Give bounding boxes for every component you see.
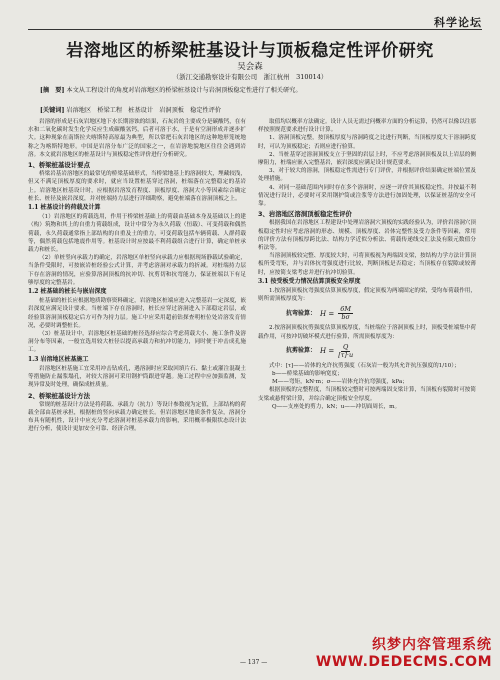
body-paragraph: 2、当桩基穿过溶洞顶板支立于坚固的岩层上时，不应考虑溶洞顶板及以上岩层的侧摩阻力，桩端应嵌入完整基岩，嵌岩深度应满足设计规范要求。 [258,151,476,167]
fraction-numerator: Q [343,342,349,351]
body-paragraph: （1）岩溶地区的荷载选用，作用于桥梁桩基础上的荷载由基础本身及基础以上的建（构）筑物和其上的自重力荷载组成，设计中常分为永久荷载（恒载）、可变荷载和偶然荷载，永久荷载通常指上部结构的自重及土的重力，可变荷载包括车辆荷载、人群荷载等，偶然荷载包括地震作用等。桩基设计时应按最不利荷载组合进行计算，确定单桩承载力和桩长。 [28,214,246,254]
formula [272,306,476,321]
symbol-definition: M——弯矩，kN·m；σ——岩体允许抗弯强度，kPa； [272,379,408,386]
body-paragraph: 3、对于较大的溶洞，顶板稳定性需进行专门评价，并根据评价结果确定桩端位置及处理措施。 [258,168,476,183]
right-column [258,118,476,411]
formula-lhs: H = [320,347,335,356]
formula-lhs: H = [320,309,335,318]
abstract-text: 本文从工程设计的角度对岩溶地区的桥梁桩基设计与岩洞顶板稳定性进行了相关研究。 [66,87,302,94]
body-paragraph: 当溶洞顶板较完整、厚度较大时，可将顶板视为两端固支梁，按结构力学方法计算顶板所受弯矩，并与岩体抗弯强度进行比较，判断顶板是否稳定；当顶板存在裂隙或较薄时，应按简支梁考虑并进行抗冲切验算。 [258,253,476,276]
header-rule [28,29,482,30]
watermark-title: 织梦内容管理系统 [372,637,492,653]
watermark [316,634,492,670]
keywords-text: 岩溶地区 桥梁工程 桩基设计 岩洞顶板 稳定性评价 [66,107,222,114]
keywords [40,106,470,115]
formula-fraction [338,306,353,321]
body-paragraph: 岩溶的形成是石灰岩地区地下水长期溶蚀的结果，石灰岩的主要成分是碳酸钙，在有水和二氧化碳时发生化学反应生成碳酸氢钙，后者可溶于水，于是有空洞形成并逐步扩大。这种现象在南斯拉夫喀斯特高原最为典型，所以常把石灰岩地区的这种地形笼统地称之为喀斯特地形。中国是岩溶分布广泛的国家之一，在岩溶地貌地区往往会遇到岩溶。本文就岩溶地区的桩基设计与顶板稳定性评价进行分析研究。 [28,119,246,158]
formula [272,344,476,359]
paper-affiliation: （浙江交通勘察设计有限公司 浙江杭州 310014） [172,73,328,81]
subsection-heading: 1.1 桩基设计的荷载及计算 [28,204,101,212]
body-paragraph: 岩溶地区桩基施工宜采用冲击钻成孔，遇溶洞时应采取回填片石、黏土或灌注混凝土等措施防止漏浆塌孔，对较大溶洞可采用钢护筒跟进穿越。施工过程中应加强监测，发现异常及时处理，确保成桩质量。 [28,365,246,389]
body-paragraph: 取值均以概率方法确定。设计人员无需过问概率方面的分析运算，仍然可以像以往那样按照规范要求进行设计计算。 [258,119,476,134]
page-number: — 137 — [240,659,268,666]
section-heading: 3、岩溶地区溶洞顶板稳定性评价 [258,210,352,219]
body-paragraph: 根据我国在岩溶地区工程建设中处理岩溶洞穴顶板的实践经验认为，评价岩溶洞穴顶板稳定性时应考虑溶洞的形态、规模、顶板厚度、岩体完整性及受力条件等因素，常用的评价方法有顶板厚跨比法、结构力学近似分析法、荷载传递线交汇法及有限元数值分析法等。 [258,220,476,252]
formula-fraction [338,344,353,359]
symbol-definition: b——桥梁基础的影响宽度； [272,371,343,378]
abstract-label: [摘 要] [40,87,65,94]
abstract [40,86,470,95]
body-paragraph: 1、溶洞顶板完整，按顶板厚度与溶洞跨度之比进行判断，当顶板厚度大于溶洞跨度时，可认为顶板稳定；否则应进行验算。 [258,135,476,150]
paper-title: 岩溶地区的桥梁桩基设计与顶板稳定性评价研究 [66,41,434,61]
subsection-heading: 1.3 岩溶地区桩基施工 [28,355,89,363]
formula-label: 抗弯验算： [286,309,317,317]
body-paragraph: （2）单桩竖向承载力的确定，岩溶地区单桩竖向承载力应根据现场静载试验确定，当条件受限时，可按嵌岩桩经验公式计算，并考虑溶洞对承载力的折减。对桩端持力层下存在溶洞的情况，应验算溶洞顶板的抗冲切、抗剪切和抗弯能力，保证桩端以下有足够厚度的完整基岩。 [28,255,246,286]
body-paragraph: （3）桩基设计中，岩溶地区桩基础的桩径选择应综合考虑荷载大小、施工条件及溶洞分布等因素，一般宜选用较大桩径以提高承载力和抗冲切能力，同时便于冲击成孔施工。 [28,331,246,354]
section-heading: 1、桥梁桩基设计要点 [28,161,90,170]
fraction-denominator: bσ [341,313,350,322]
paper-author: 吴会森 [237,62,263,72]
formula-label: 抗剪验算： [286,347,317,355]
body-paragraph: 式中：[τ]——岩体的允许抗剪强度（石灰岩一般为其允许抗压强度的1/10）； [269,362,460,369]
body-paragraph: 2.按溶洞顶板抗剪强度估算顶板厚度，当桩端位于溶洞顶板上时，顶板受桩端集中荷载作用，可按冲切破坏模式进行验算，所需顶板厚度为： [258,325,476,340]
body-paragraph: 根据顶板的完整程度，当顶板较完整时可按两端固支梁计算，当顶板有裂隙时可按简支梁或悬臂梁计算，并综合确定顶板安全厚度。 [258,387,476,402]
body-paragraph: 常规的桩基设计方法是将荷载、承载力（抗力）等设计参数视为定值，上部结构的荷载全部由基桩承担，根据桩的竖向承载力确定桩长。但岩溶地区地质条件复杂，溶洞分布具有随机性，设计中应充分考虑溶洞对桩基承载力的影响，采用概率极限状态设计法进行分析，使设计更加安全可靠、经济合理。 [28,401,246,433]
body-paragraph: 4、对同一基础范围内同时存在多个溶洞时，应逐一评价其顶板稳定性，并按最不利情况进行设计，必要时可采用钢护筒或注浆等方法进行加固处理，以保证桩基的安全可靠。 [258,184,476,208]
body-paragraph: 桥梁岩基岩溶地区的最常见的桥梁基础形式，当桥梁地基上的溶洞较大，埋藏较浅，但又不满足顶板厚度的要求时，就应当设置桩基穿过溶洞，桩端落在完整稳定的基岩上。岩溶地区桩基设计时，应根据岩溶发育程度、顶板厚度、溶洞大小等因素综合确定桩长、桩径及嵌岩深度，并对桩端持力层进行详细勘察，避免桩端落在溶洞顶板之上。 [28,171,246,202]
left-column [28,118,246,434]
section-tag: 科学论坛 [434,16,482,29]
watermark-url: WWW.DEDECMS.COM [315,654,492,670]
symbol-definition: Q——支座处的剪力，kN；u——冲切面周长，m。 [272,403,401,410]
keywords-label: [关键词] [40,107,65,114]
subsection-heading: 1.2 桩基础的桩长与嵌岩深度 [28,288,107,296]
body-paragraph: 1.按溶洞顶板抗弯强度估算顶板厚度，假定顶板为两端固定的梁，受均布荷载作用，则所需顶板厚度为： [258,288,476,303]
section-heading: 2、桥梁桩基设计方法 [28,391,90,400]
subsection-heading: 3.1 按受板受力情况估算顶板安全厚度 [258,277,361,285]
fraction-denominator: [τ]·u [338,350,354,359]
body-paragraph: 桩基础的桩长应根据地质勘察资料确定，岩溶地区桩端应进入完整基岩一定深度，嵌岩深度应满足设计要求。当桩端下存在溶洞时，桩长应穿过溶洞进入下部稳定岩层，或经验算溶洞顶板稳定后方可作为持力层。施工中应采用超前钻探查明桩位处岩溶发育情况，必要时调整桩长。 [28,298,246,329]
fraction-numerator: 6M [340,305,352,314]
